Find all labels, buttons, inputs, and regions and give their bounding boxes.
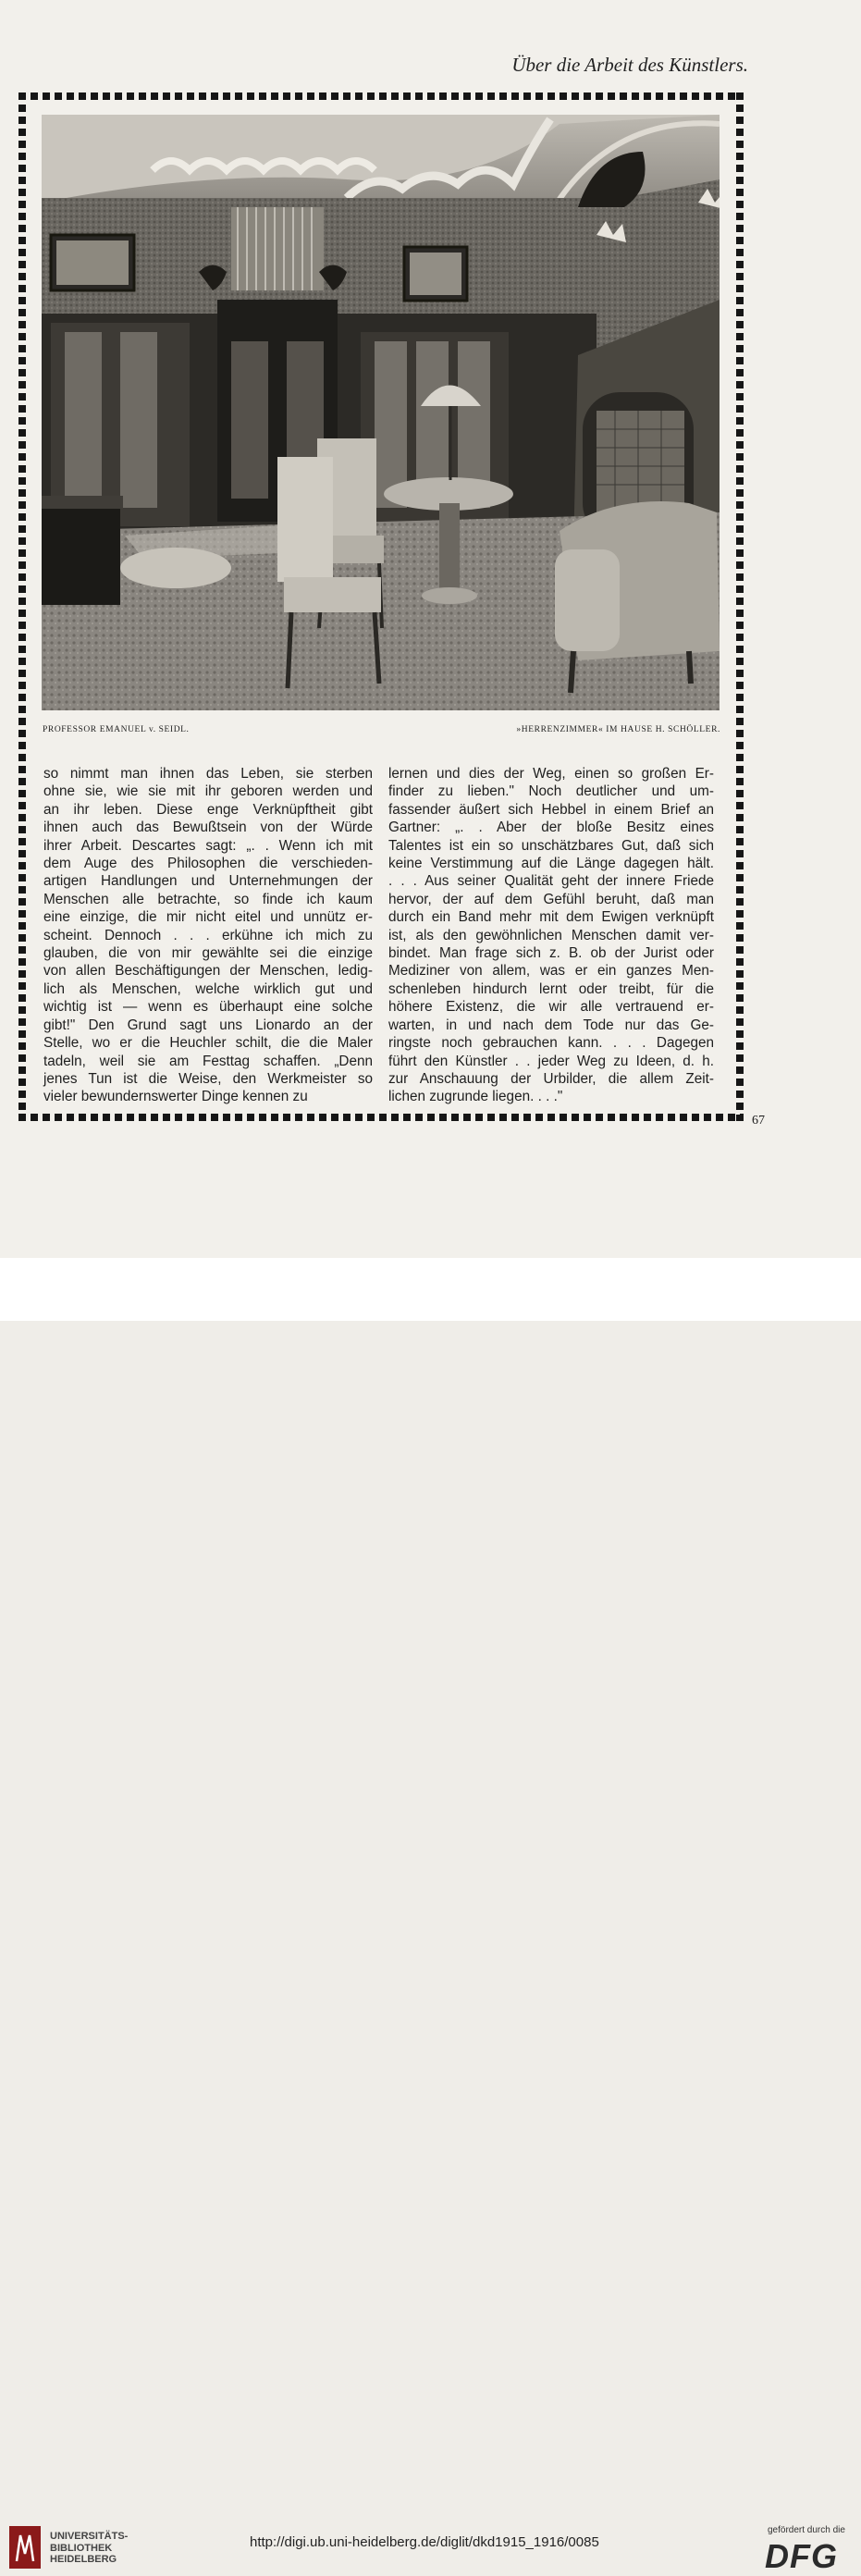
text-line: vieler bewundernswerter Dinge kennen zu [43,1089,308,1105]
text-line: tadeln, weil sie am Festtag schaffen. „Denn [43,1053,373,1069]
text-line: ihnen auch das Bewußtsein von der Würde [43,820,373,836]
library-name-line: BIBLIOTHEK [50,2542,113,2554]
text-line: höhere Existenz, die wir alle vertrauend er- [388,999,714,1016]
text-line: finder zu lieben." Noch deutlicher und um- [388,783,714,800]
text-line: bindet. Man frage sich z. B. ob der Jurist oder [388,945,714,962]
library-name-line: UNIVERSITÄTS- [50,2531,129,2542]
text-line: wichtig ist — wenn es überhaupt eine solche [43,999,373,1016]
ornamental-border-top [18,92,744,100]
text-line: ohne sie, wie sie mit ihr geboren werden und [43,783,373,800]
library-name [50,2531,128,2566]
library-logo-icon [9,2526,41,2569]
text-line: lichen zugrunde liegen. . . ." [388,1089,563,1105]
ornamental-border-left [18,92,26,1121]
digitization-footer [0,1258,861,2575]
text-line: Gartner: „. . Aber der bloße Besitz eines [388,820,714,836]
page-number: 67 [752,1114,765,1128]
text-line: Menschen alle betrachte, so finde ich kaum [43,891,373,907]
text-line: ihrer Arbeit. Descartes sagt: „. . Wenn ich mit [43,837,373,854]
text-line: artigen Handlungen und Unternehmungen der [43,873,373,890]
text-line: führt den Künstler . . jeder Weg zu Ideen, d. h. [388,1053,714,1069]
text-line: Stelle, wo er die Heuchler schilt, die die Maler [43,1035,373,1052]
text-column-right [388,765,714,1106]
text-line: glauben, die von mir gewählte sei die einzige [43,945,373,962]
text-line: ist, als den gewöhnlichen Menschen damit ver- [388,927,714,943]
text-line: keine Verstimmung auf die Länge dagegen hält. [388,856,714,872]
text-line: jenes Tun ist die Weise, den Werkmeister so [43,1070,373,1087]
permalink-url[interactable]: http://digi.ub.uni-heidelberg.de/diglit/dkd1915_1916/0085 [250,2534,599,2550]
text-line: so nimmt man ihnen das Leben, sie sterben [43,766,373,782]
text-line: hervor, der auf dem Gefühl beruht, daß man [388,891,714,907]
interior-photograph [42,115,720,710]
text-line: zur Anschauung der Urbilder, die allem Zeit- [388,1070,714,1087]
text-line: an ihr leben. Diese enge Verknüpftheit gibt [43,801,373,818]
running-title: Über die Arbeit des Künstlers. [511,54,748,76]
text-line: von allen Beschäftigungen der Menschen, ledig- [43,963,373,980]
text-line: eine einzige, die mir nicht eitel und unnütz er- [43,909,373,926]
text-line: ringste noch gebrauchen kann. . . . Dagegen [388,1035,714,1052]
text-line: lernen und dies der Weg, einen so großen Er- [388,766,714,782]
text-line: dem Auge des Philosophen die verschieden- [43,856,373,872]
text-line: Talentes ist ein so unschätzbares Gut, daß sich [388,837,714,854]
text-line: Mediziner von allem, was er ein ganzes Men- [388,963,714,980]
ornamental-border-bottom [18,1114,744,1121]
dfg-logo: DFG [765,2537,838,2575]
text-column-left [43,765,373,1106]
text-line: schenleben hindurch lernt oder treibt, für die [388,980,714,997]
text-line: scheint. Dennoch . . . erkühne ich mich zu [43,927,373,943]
funding-label: gefördert durch die [768,2525,845,2535]
text-line: . . . Aus seiner Qualität geht der innere Friede [388,873,714,890]
ornamental-border-right [736,92,744,1121]
photo-caption-artist: PROFESSOR EMANUEL v. SEIDL. [43,725,190,734]
text-line: fassender äußert sich Hebbel in einem Brief an [388,801,714,818]
library-name-line: HEIDELBERG [50,2554,117,2565]
text-line: lich als Menschen, welche wirklich gut und [43,980,373,997]
text-line: gibt!" Den Grund sagt uns Lionardo an der [43,1017,373,1033]
text-line: durch ein Band mehr mit dem Ewigen verknüpft [388,909,714,926]
text-line: warten, in und nach dem Tode nur das Ge- [388,1017,714,1033]
photo-caption-title: »HERRENZIMMER« IM HAUSE H. SCHÖLLER. [516,725,720,734]
page [0,0,861,1258]
